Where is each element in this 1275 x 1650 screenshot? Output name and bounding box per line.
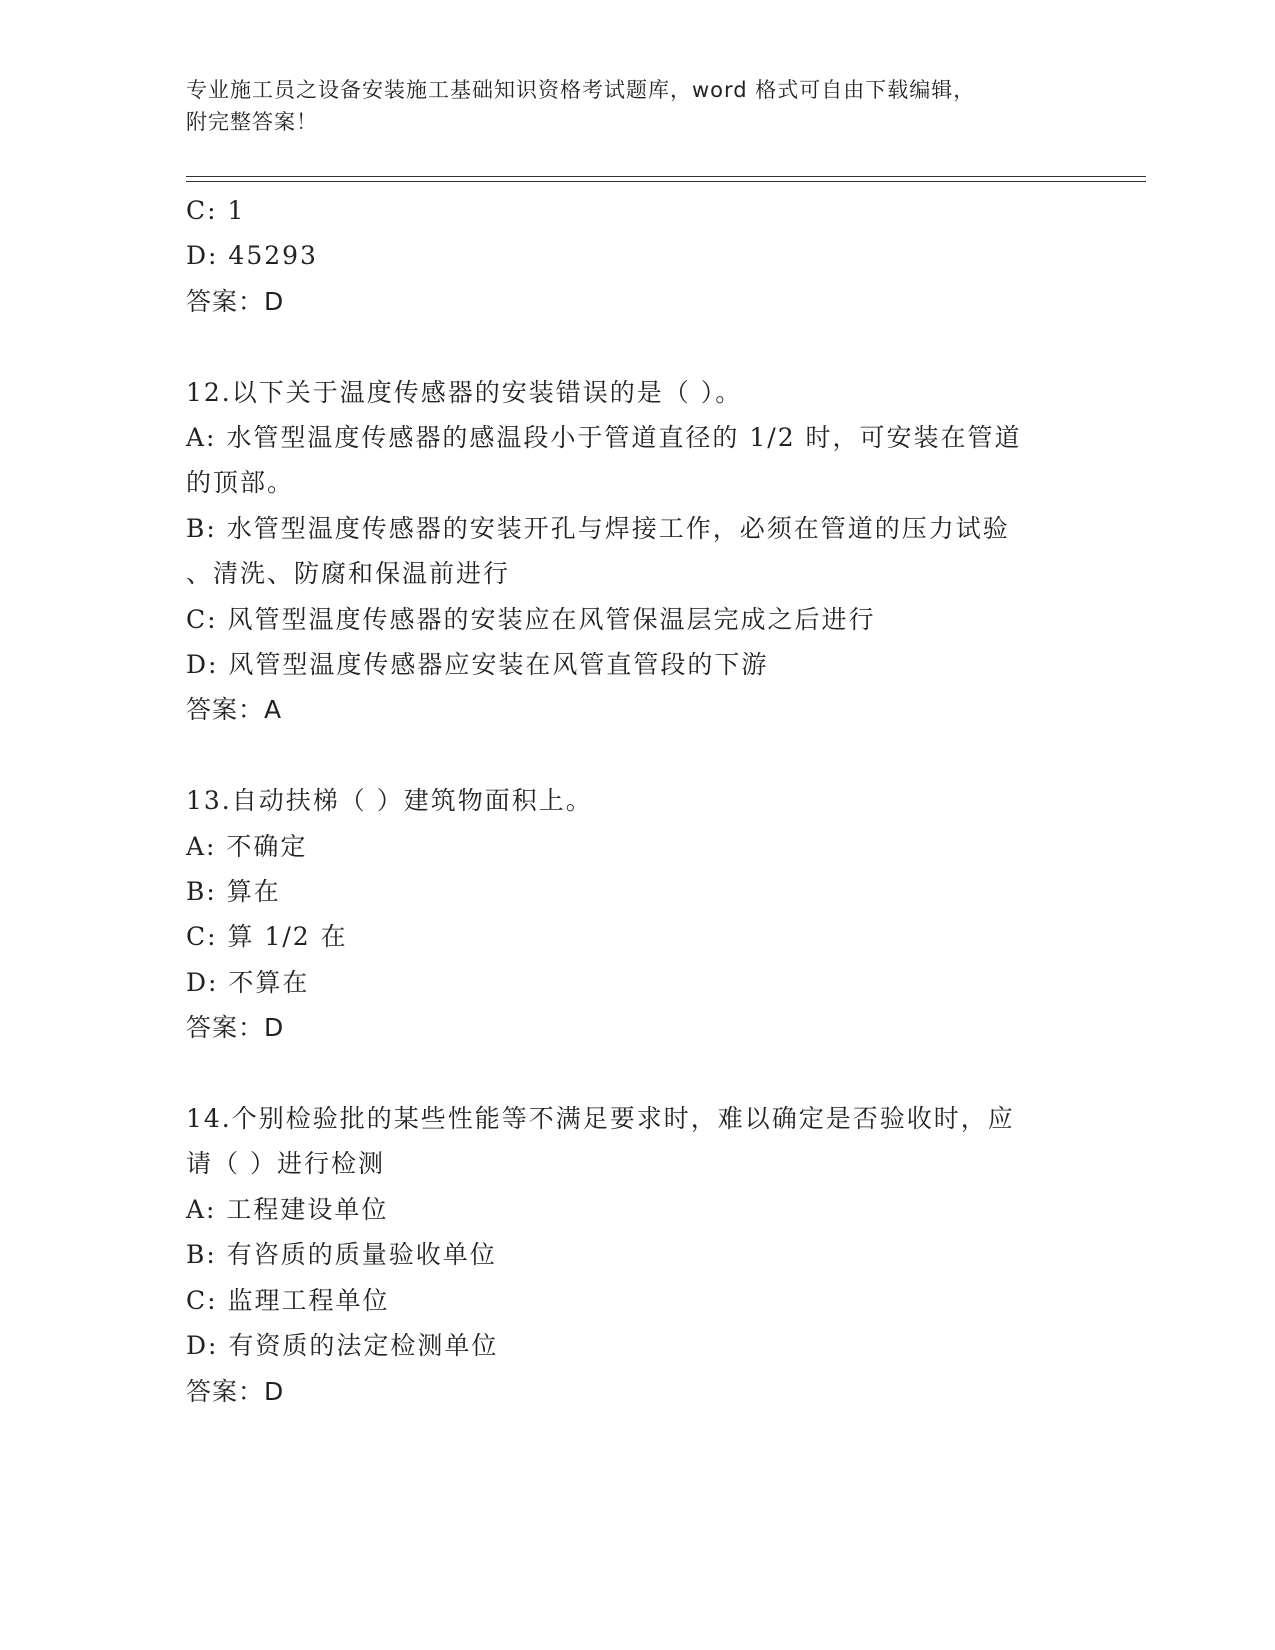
- question-stem: 14.个别检验批的某些性能等不满足要求时，难以确定是否验收时，应: [186, 1104, 1015, 1134]
- question-fragment: [186, 188, 1086, 324]
- question-list: [186, 188, 1086, 1414]
- answer-line: 答案：D: [186, 1013, 285, 1043]
- option-a: A: 水管型温度传感器的感温段小于管道直径的 1/2 时，可安装在管道: [186, 423, 1022, 453]
- option-c: C: 算 1/2 在: [186, 922, 348, 952]
- option-a: A: 工程建设单位: [186, 1194, 389, 1224]
- option-c: C: 风管型温度传感器的安装应在风管保温层完成之后进行: [186, 604, 876, 634]
- option-a: A: 不确定: [186, 831, 308, 861]
- answer-line: 答案：D: [186, 286, 285, 316]
- option-c: C: 监理工程单位: [186, 1285, 390, 1315]
- option-d: D: 有资质的法定检测单位: [186, 1331, 499, 1361]
- question-stem: 12.以下关于温度传感器的安装错误的是（ ）。: [186, 377, 743, 407]
- question-stem-continued: 请（ ）进行检测: [186, 1149, 385, 1179]
- option-b: B: 水管型温度传感器的安装开孔与焊接工作，必须在管道的压力试验: [186, 513, 1010, 543]
- header-line-2: 附完整答案！: [186, 110, 318, 134]
- document-header: [186, 74, 1066, 138]
- question-12: [186, 370, 1086, 733]
- header-line-1: 专业施工员之设备安装施工基础知识资格考试题库，word 格式可自由下载编辑，: [186, 78, 976, 102]
- option-a-continued: 的顶部。: [186, 468, 295, 498]
- option-b-continued: 、清洗、防腐和保温前进行: [186, 559, 511, 589]
- option-d: D: 不算在: [186, 967, 310, 997]
- option-d: D: 45293: [186, 241, 318, 271]
- answer-line: 答案：A: [186, 695, 283, 725]
- question-13: [186, 778, 1086, 1050]
- question-14: [186, 1096, 1086, 1414]
- option-c: C: 1: [186, 196, 246, 225]
- option-b: B: 算在: [186, 877, 281, 907]
- option-b: B: 有咨质的质量验收单位: [186, 1240, 497, 1270]
- option-d: D: 风管型温度传感器应安装在风管直管段的下游: [186, 650, 769, 680]
- answer-line: 答案：D: [186, 1376, 285, 1406]
- header-rule-bottom: [186, 181, 1146, 182]
- question-stem: 13.自动扶梯（ ）建筑物面积上。: [186, 786, 593, 816]
- header-rule-top: [186, 176, 1146, 177]
